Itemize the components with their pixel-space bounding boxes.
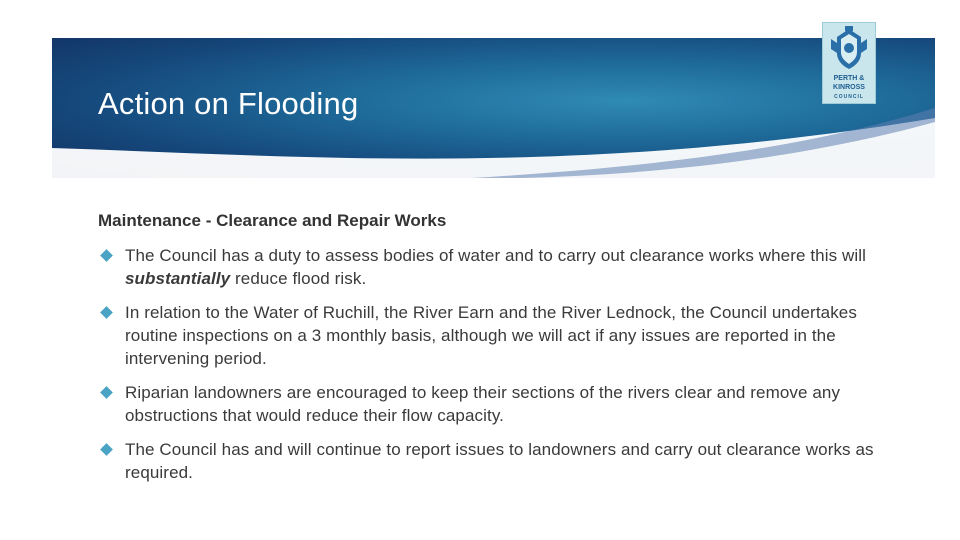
council-logo	[822, 22, 876, 104]
bullet-text: In relation to the Water of Ruchill, the River Earn and the River Lednock, the Council undertakes routine inspections on a 3 monthly basis, although we will act if any issues are reported in the intervening period.	[125, 303, 857, 368]
bullet-item	[100, 438, 900, 484]
bullet-text: Riparian landowners are encouraged to keep their sections of the rivers clear and remove any obstructions that would reduce their flow capacity.	[125, 383, 841, 425]
diamond-bullet-icon	[100, 306, 113, 319]
slide-title: Action on Flooding	[98, 86, 359, 121]
logo-text-line1: PERTH &	[833, 75, 865, 82]
council-crest-icon	[823, 23, 875, 75]
logo-text-line2: KINROSS	[833, 84, 865, 91]
bullet-text-start: The Council has a duty to assess bodies of water and to carry out clearance works where this will	[125, 246, 867, 265]
bullet-item	[100, 301, 900, 370]
bullet-list	[100, 244, 900, 484]
bullet-text-emphasis: substantially	[125, 269, 231, 288]
bullet-text: The Council has and will continue to report issues to landowners and carry out clearance works as required.	[125, 440, 874, 482]
bullet-item	[100, 381, 900, 427]
section-subheading: Maintenance - Clearance and Repair Works	[98, 211, 447, 230]
diamond-bullet-icon	[100, 443, 113, 456]
logo-text-line3: COUNCIL	[834, 94, 864, 100]
diamond-bullet-icon	[100, 249, 113, 262]
bullet-text-end: reduce flood risk.	[230, 269, 367, 288]
bullet-item	[100, 244, 900, 290]
diamond-bullet-icon	[100, 386, 113, 399]
